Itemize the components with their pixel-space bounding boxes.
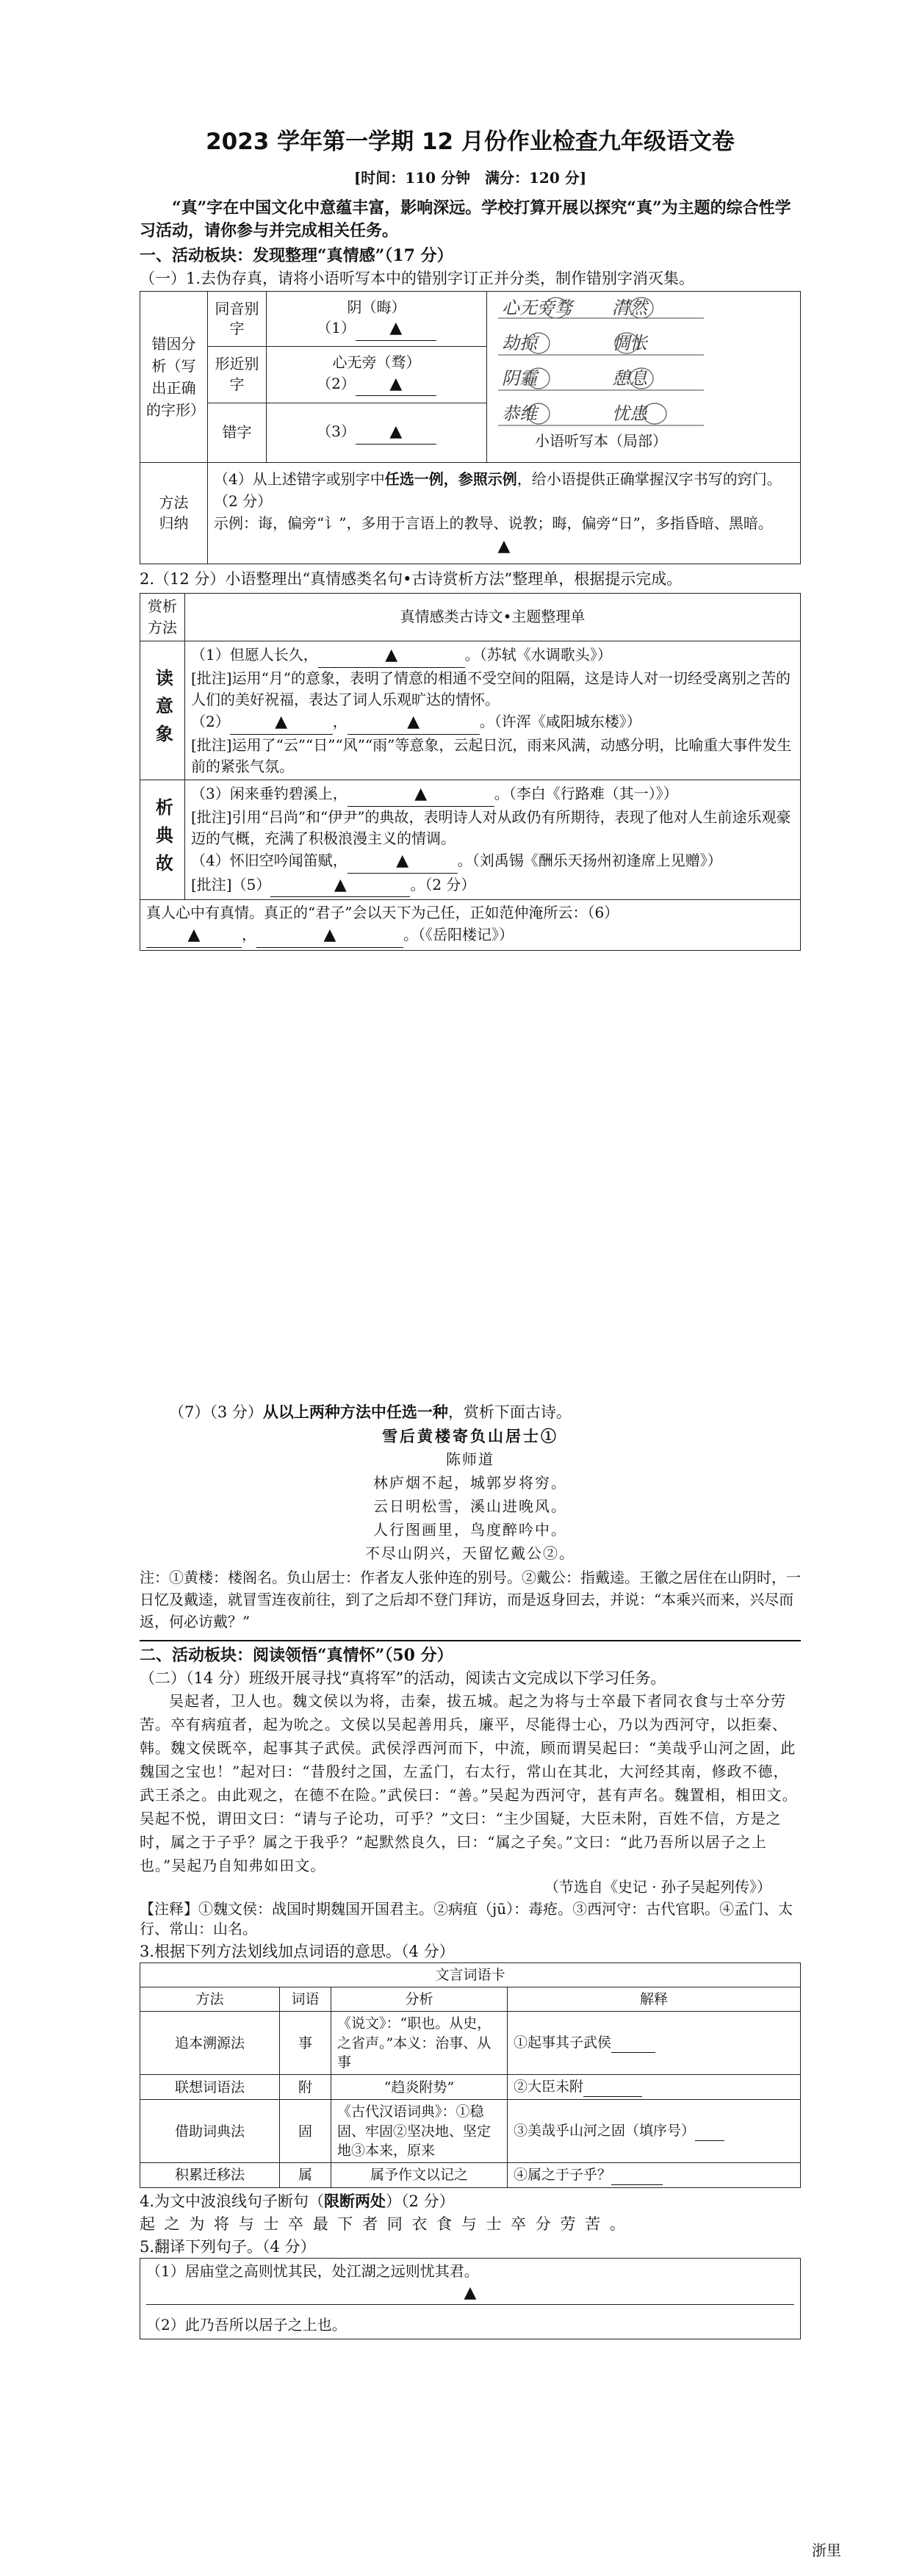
q5-sentence-2: （2）此乃吾所以居子之上也。 [146,2316,347,2334]
hand-word-5: 阴霾 [502,368,537,389]
t2-col1-text: 赏析方法 [148,597,177,636]
method-allusion-text: 析典故 [152,798,174,882]
method-allusion [140,780,185,900]
card-title: 文言词语卡 [140,1963,801,1987]
typo-row-header-text: 错因分析（写出正确的字形） [146,335,205,420]
wrongchar-cell [267,403,487,462]
q4-post: ）（2 分） [386,2192,455,2211]
blank-line4[interactable] [348,849,458,874]
note5-post: 。（2 分） [410,875,476,893]
q4-bold: 限断两处 [324,2192,386,2211]
answer-triangle-icon: ▲ [385,645,398,664]
poem-line-4: 不尽山阴兴，天留忆戴公②。 [365,1544,575,1562]
poem-line-3: 人行图画里，鸟度醉吟中。 [373,1520,567,1539]
card-explain [508,2075,801,2100]
answer-triangle-icon: ▲ [497,537,511,555]
answer-triangle-icon: ▲ [464,2283,477,2302]
answer-triangle-icon: ▲ [389,374,403,393]
answer-triangle-icon: ▲ [414,784,428,803]
poem-title: 雪后黄楼寄负山居士① [382,1426,558,1445]
classical-passage: 吴起者，卫人也。魏文侯以为将，击秦，拔五城。起之为将与士卒最下者同衣食与士卒分劳苦。卒有病疽者，起为吮之。文侯以吴起善用兵，廉平，尽能得士心，乃以为西河守，以拒秦、韩。魏文侯既卒，起事其子武侯。武侯浮西河而下，中流，顾而谓吴起曰：“美哉乎山河之固，此魏国之宝也！”起对曰：“昔殷纣之国，左孟门，右太行，常山在其北，大河经其南，修政不德，武王杀之。由此观之，在德不在险。”武侯曰：“善。”吴起为西河守，甚有声名。魏置相，相田文。吴起不悦，谓田文曰：“请与子论功，可乎？”文曰：“主少国疑，大臣未附，百姓不信，方是之时，属之于子乎？属之于我乎？”起默然良久，曰：“属之子矣。”文曰：“此乃吾所以居子之上也。”吴起乃自知弗如田文。 [140,1692,798,1875]
answer-triangle-icon: ▲ [323,926,336,945]
card-explain [508,2162,801,2187]
card-explain [508,2012,801,2075]
blank-3-input[interactable] [356,421,436,444]
card-explain-text: ③美哉乎山河之固（填序号） [514,2123,696,2140]
card-method: 借助词典法 [140,2100,280,2163]
q7-bold: 从以上两种方法中任选一种 [262,1403,448,1421]
poem-note: 注：①黄楼：楼阁名。负山居士：作者友人张仲连的别号。②戴公：指戴逵。王徽之居住在山阴时，一日忆及戴逵，就冒雪连夜前往，到了之后却不登门拜访，而是返身回去，并说：“本乘兴而来，兴尽而返，何必访戴？” [140,1568,801,1630]
line3-post: 。（李白《行路难（其一）》） [494,784,678,802]
card-explain-text: ①起事其子武侯 [514,2034,612,2051]
note1: [批注]运用“月”的意象，表明了情意的相通不受空间的阻隔，这是诗人对一切经受离别之苦的人们的美好祝福，表达了词人乐观旷达的情怀。 [191,669,791,708]
method-read-imagery [140,641,185,780]
hand-word-6: 憩息 [612,368,647,389]
blank-line2a[interactable] [230,710,333,735]
typo-table [140,291,801,564]
card-blank[interactable] [695,2121,724,2141]
q1-prompt: （一）1.去伪存真，请将小语听写本中的错别字订正并分类，制作错别字消灭集。 [140,270,695,288]
method-read-imagery-text: 读意象 [152,668,174,752]
shape-word: 心无旁（骛） [332,353,421,372]
shape-cell [267,346,487,403]
imagery-cell: （1）但愿人长久， ▲ 。（苏轼《水调歌头》） [批注]运用“月”的意象，表明了情意的相通不受空间的阻隔，这是诗人对一切经受离别之苦的人们的美好祝福，表达了词人乐观旷达的情怀。 （2） ▲ ， ▲ 。（许浑《咸阳城东楼》） [批注]运用了“云”“日”“风”“雨”等意象，云起日沉，雨来风满，动感分明，比喻重大事件发生前的紧张气氛。 [185,641,801,780]
notebook-cell [487,292,801,463]
homophone-label: 同音别字 [208,292,267,347]
exam-subtitle: [时间：110 分钟 满分：120 分] [353,168,587,187]
hand-word-4: 惆怅 [612,333,647,354]
method-cell [208,463,801,564]
hand-word-2: 潸然 [612,298,647,319]
answer-triangle-icon: ▲ [334,875,347,894]
line4-post: 。（刘禹锡《酬乐天扬州初逢席上见赠》） [457,851,722,869]
page-title: 2023 学年第一学期 12 月份作业检查九年级语文卷 [206,129,735,155]
poem-method-table [140,593,801,951]
blank-3-label: （3） [317,422,356,441]
q7-pre: （7）（3 分） [169,1403,263,1421]
blank-2-label: （2） [317,374,356,392]
footer-watermark: 浙里 [812,2541,841,2560]
card-header-analysis: 分析 [331,1987,508,2012]
t2-col1-header [140,593,185,641]
notebook-caption: 小语听写本（局部） [535,432,667,450]
method-text-post: ，给小语提供正确掌握汉字书写的窍门。（2 分） [214,470,782,510]
hand-word-8: 忧患 [612,403,647,425]
hand-word-1: 心无旁骛 [502,298,572,319]
blank-line1[interactable] [318,644,465,668]
card-blank[interactable] [583,2077,642,2097]
card-analysis: 《古代汉语词典》：①稳固、牢固②坚决地、坚定地③本来，原来 [331,2100,508,2163]
line1-post: 。（苏轼《水调歌头》） [464,645,612,663]
card-blank[interactable] [611,2165,663,2185]
t2-col2-header: 真情感类古诗文•主题整理单 [185,593,801,641]
card-header-method: 方法 [140,1987,280,2012]
q7-block [140,1400,801,2339]
typo-row-header [140,292,208,463]
passage-annotation: 【注释】①魏文侯：战国时期魏国开国君主。②病疽（jū）：毒疮。③西河守：古代官职。④孟门、太行、常山：山名。 [140,1899,793,1938]
q7-post: ，赏析下面古诗。 [447,1403,572,1421]
card-word: 事 [280,2012,331,2075]
line2-post: 。（许浑《咸阳城东楼》） [479,712,641,730]
part2-heading: 二、活动板块：阅读领悟“真情怀”（50 分） [140,1645,453,1665]
blank-6a[interactable] [146,924,242,948]
homophone-word: 阴（晦） [347,298,406,316]
q5-box [140,2258,801,2339]
answer-triangle-icon: ▲ [396,851,409,870]
allusion-cell [185,780,801,900]
intro-paragraph: “真”字在中国文化中意蕴丰富，影响深远。学校打算开展以探究“真”为主题的综合性学习活动，请你参与并完成相关任务。 [140,198,791,240]
answer-triangle-icon: ▲ [389,319,403,338]
q2-prompt: 2.（12 分）小语整理出“真情感类名句•古诗赏析方法”整理单，根据提示完成。 [140,570,683,588]
method-label-text: 方法归纳 [159,493,189,532]
q5-sentence-1: （1）居庙堂之高则忧其民，处江湖之远则忧其君。 [146,2262,479,2281]
card-word: 附 [280,2075,331,2100]
q3-prompt: 3.根据下列方法划线加点词语的意思。（4 分） [140,1943,455,1961]
poem-line-1: 林庐烟不起，城郭岁将穷。 [373,1473,567,1492]
note5-pre: [批注]（5） [191,875,271,893]
card-blank[interactable] [611,2033,655,2053]
blank-1-input[interactable] [356,317,436,340]
card-explain [508,2100,801,2163]
junzi-pre: 真人心中有真情。真正的“君子”会以天下为己任，正如范仲淹所云：（6） [146,904,619,922]
junzi-post: 。（《岳阳楼记》） [403,926,514,944]
method-answer-area[interactable] [214,534,794,558]
card-method: 追本溯源法 [140,2012,280,2075]
card-header-word: 词语 [280,1987,331,2012]
card-header-explain: 解释 [508,1987,801,2012]
answer-triangle-icon: ▲ [275,712,288,731]
q4-pre: 4.为文中波浪线句子断句（ [140,2192,325,2211]
part2-prompt: （二）（14 分）班级开展寻找“真将军”的活动，阅读古文完成以下学习任务。 [140,1669,666,1688]
line1-pre: （1）但愿人长久， [191,645,318,663]
blank-6b[interactable] [256,924,403,948]
junzi-row: 真人心中有真情。真正的“君子”会以天下为己任，正如范仲淹所云：（6） ▲ ， ▲ 。（《岳阳楼记》） [140,900,801,951]
line2-pre: （2） [191,712,230,730]
poem-line-2: 云日明松雪，溪山进晚风。 [373,1497,567,1515]
method-text-pre: （4）从上述错字或别字中 [214,470,385,488]
blank-line3[interactable] [348,782,494,807]
answer-triangle-icon: ▲ [187,926,201,945]
card-explain-text: ④属之于子乎？ [514,2166,612,2183]
note2: [批注]运用了“云”“日”“风”“雨”等意象，云起日沉，雨来风满，动感分明，比喻重大事件发生前的紧张气氛。 [191,735,792,775]
card-method: 积累迁移法 [140,2162,280,2187]
shape-label: 形近别字 [208,346,267,403]
card-method: 联想词语法 [140,2075,280,2100]
part1-heading: 一、活动板块：发现整理“真情感”（17 分） [140,246,453,266]
q5-answer-1[interactable] [146,2282,794,2305]
note3: [批注]引用“吕尚”和“伊尹”的典故，表明诗人对从政仍有所期待，表现了他对人生前途乐观豪迈的气概，充满了积极浪漫主义的情调。 [191,807,791,847]
hand-word-3: 劫掠 [502,333,537,354]
handwritten-notebook [494,296,707,452]
card-explain-text: ②大臣未附 [514,2079,584,2095]
blank-2-input[interactable] [356,373,436,396]
answer-triangle-icon: ▲ [389,422,403,442]
card-analysis: 《说文》：“职也。从史，之省声。”本义：治事、从事 [331,2012,508,2075]
blank-1-label: （1） [317,319,356,337]
word-card [140,1962,801,2188]
line3-pre: （3）闲来垂钓碧溪上， [191,784,348,802]
method-text-bold: 任选一例，参照示例 [384,470,517,488]
answer-triangle-icon: ▲ [407,712,420,731]
blank-note5[interactable] [270,874,410,898]
card-word: 属 [280,2162,331,2187]
poem-author: 陈师道 [446,1450,494,1468]
card-analysis: 属予作文以记之 [331,2162,508,2187]
wrongchar-label: 错字 [208,403,267,462]
hand-word-7: 恭维 [502,403,537,425]
passage-source: （节选自《史记 · 孙子吴起列传》） [544,1878,771,1896]
homophone-cell [267,292,487,347]
card-word: 固 [280,2100,331,2163]
q4-sentence[interactable]: 起 之 为 将 与 士 卒 最 下 者 同 衣 食 与 士 卒 分 劳 苦 。 [140,2215,627,2234]
q5-prompt: 5.翻译下列句子。（4 分） [140,2238,316,2256]
line4-pre: （4）怀旧空吟闻笛赋， [191,851,348,869]
card-analysis: “趋炎附势” [331,2075,508,2100]
method-label [140,463,208,564]
method-example: 示例：诲，偏旁“讠”，多用于言语上的教导、说教；晦，偏旁“日”，多指昏暗、黑暗。 [214,514,773,532]
blank-line2b[interactable] [348,710,480,735]
